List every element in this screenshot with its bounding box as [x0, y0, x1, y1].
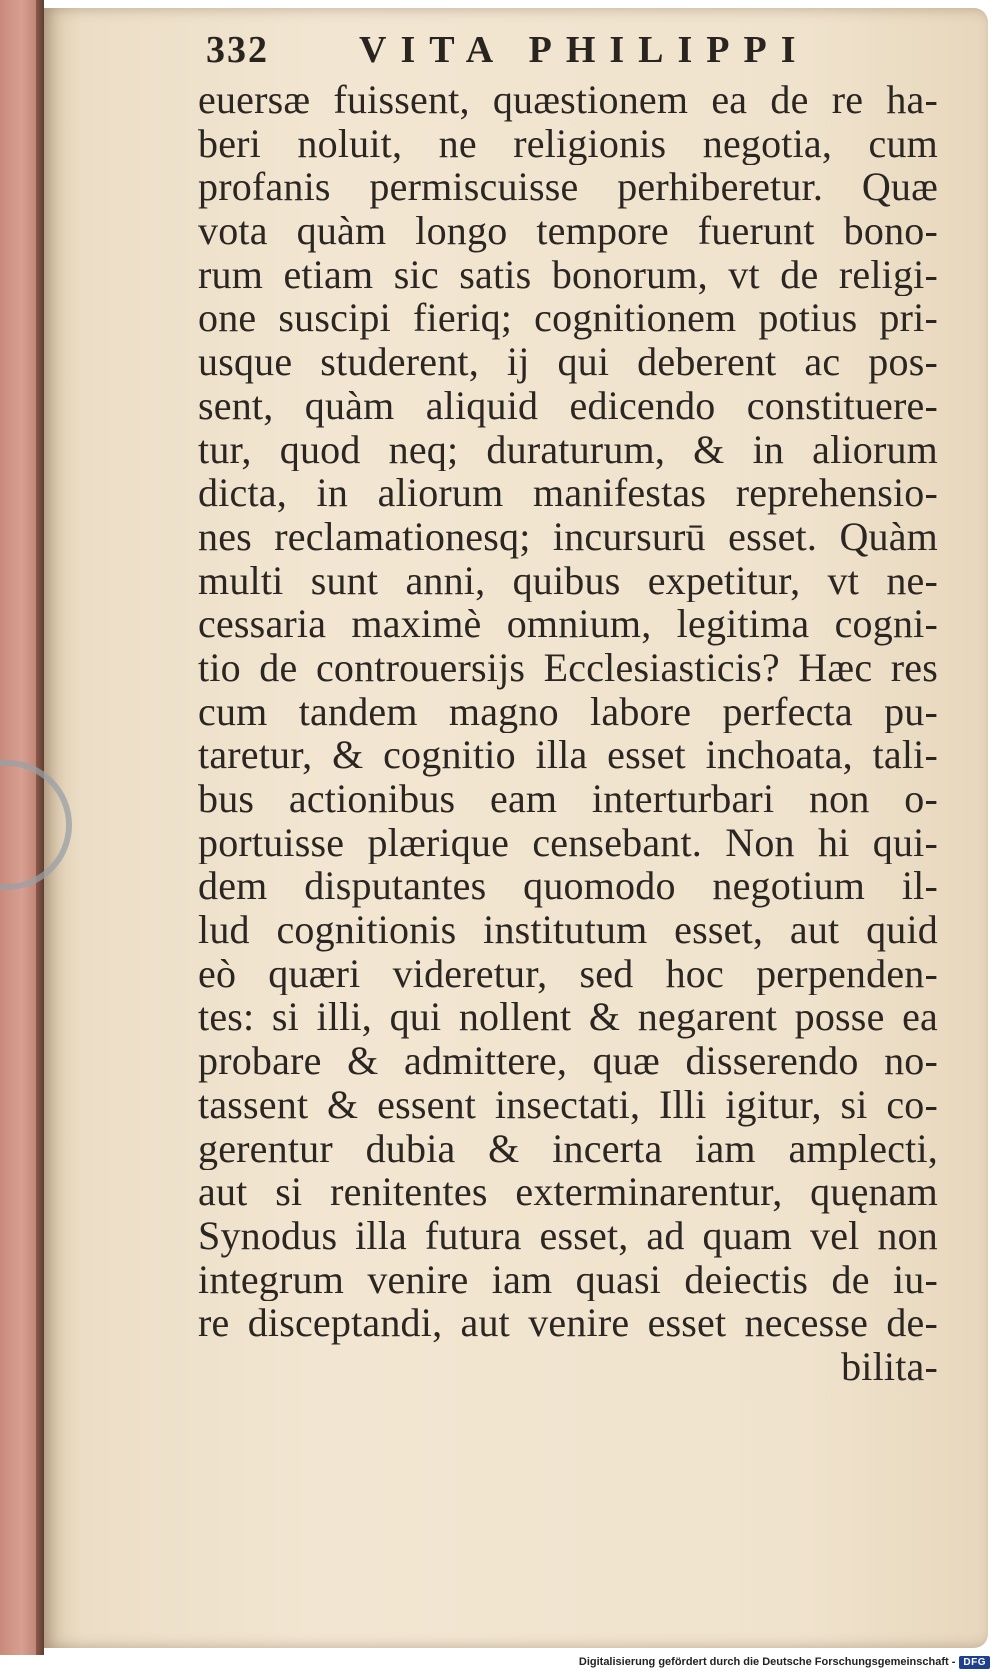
text-line: re disceptandi, aut venire esset necesse de- — [198, 1301, 938, 1345]
text-line: multi sunt anni, quibus expetitur, vt ne- — [198, 558, 938, 603]
text-line: nes reclamationesq; incursurū esset. Quàm — [198, 514, 938, 559]
text-line: bus actionibus eam interturbari non o- — [198, 777, 938, 821]
text-line: probare & admittere, quæ disserendo no- — [198, 1039, 938, 1083]
running-head-title: VITA PHILIPPI — [359, 29, 810, 71]
text-line: gerentur dubia & incerta iam amplecti, — [198, 1126, 938, 1171]
text-line: integrum venire iam quasi deiectis de iu- — [198, 1257, 938, 1302]
text-line: dicta, in aliorum manifestas reprehensio- — [198, 471, 938, 515]
text-line: rum etiam sic satis bonorum, vt de religi- — [198, 252, 938, 297]
text-line: cum tandem magno labore perfecta pu- — [198, 689, 938, 734]
footer-credit: Digitalisierung gefördert durch die Deutsche Forschungsgemeinschaft - — [578, 1656, 956, 1668]
catchword: bilita- — [841, 1344, 938, 1389]
text-line: tassent & essent insectati, Illi igitur, si co- — [198, 1082, 938, 1127]
text-line: tes: si illi, qui nollent & negarent posse ea — [198, 995, 938, 1040]
text-line: eò quæri videretur, sed hoc perpenden- — [198, 951, 938, 996]
text-line: one suscipi fieriq; cognitionem potius pri- — [198, 296, 938, 341]
text-line: beri noluit, ne religionis negotia, cum — [198, 121, 938, 166]
page-number: 332 — [206, 29, 269, 71]
text-line: aut si renitentes exterminarentur, quęnam — [198, 1170, 938, 1214]
text-line: taretur, & cognitio illa esset inchoata, tali- — [198, 733, 938, 777]
text-line: Synodus illa futura esset, ad quam vel non — [198, 1213, 938, 1258]
text-line: profanis permiscuisse perhiberetur. Quæ — [198, 165, 938, 210]
digitization-footer — [579, 1653, 990, 1671]
running-head — [206, 26, 846, 74]
text-line: usque studerent, ij qui deberent ac pos- — [198, 340, 938, 384]
body-text — [198, 78, 938, 1389]
dfg-logo: DFG — [959, 1656, 990, 1669]
text-line: sent, quàm aliquid edicendo constituere- — [198, 383, 938, 428]
text-line: lud cognitionis institutum esset, aut quid — [198, 908, 938, 952]
text-line: tur, quod neq; duraturum, & in aliorum — [198, 427, 938, 472]
text-line: cessaria maximè omnium, legitima cogni- — [198, 602, 938, 646]
text-line: tio de controuersijs Ecclesiasticis? Hæc res — [198, 645, 938, 690]
text-line: euersæ fuissent, quæstionem ea de re ha- — [198, 78, 938, 122]
text-line: portuisse plærique censebant. Non hi qui- — [198, 820, 938, 865]
text-line: dem disputantes quomodo negotium il- — [198, 864, 938, 909]
text-line: vota quàm longo tempore fuerunt bono- — [198, 209, 938, 253]
